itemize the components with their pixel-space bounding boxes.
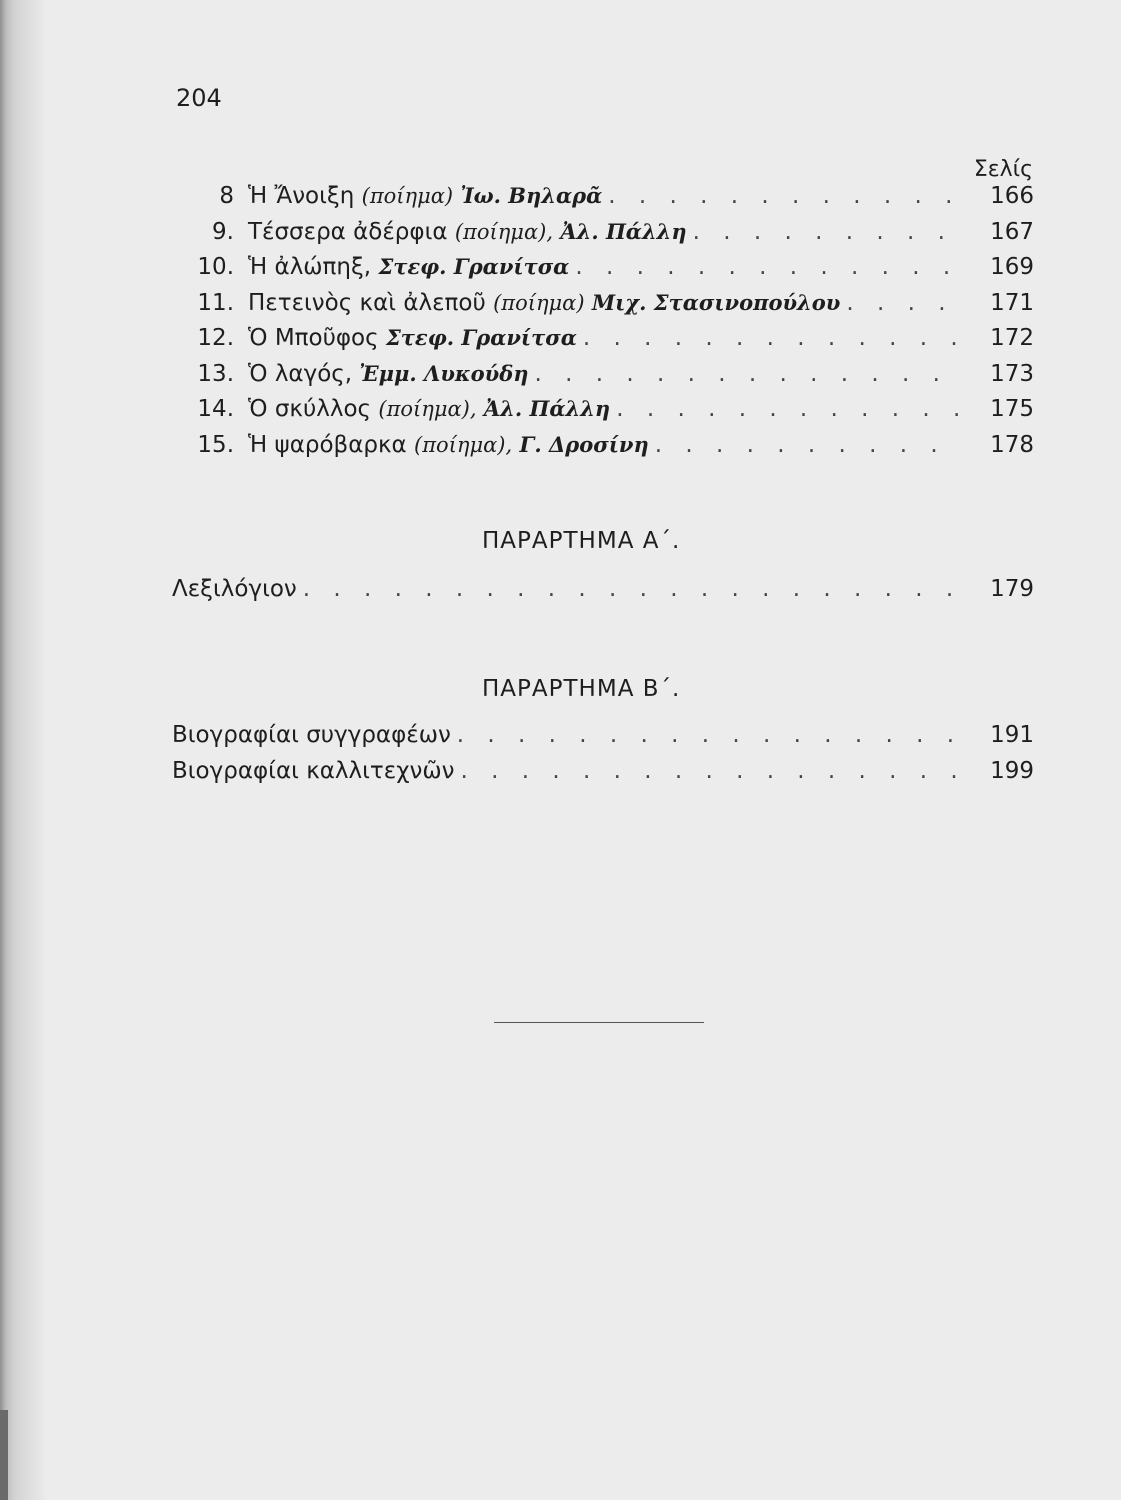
entry-number: 14. xyxy=(197,396,234,422)
toc-row xyxy=(170,254,1034,290)
appendix-a-list xyxy=(172,576,1034,612)
entry-number: 9. xyxy=(212,218,234,245)
entry-page: 171 xyxy=(990,289,1034,316)
dot-leader xyxy=(616,396,962,422)
entry-author: Στεφ. Γρανίτσα xyxy=(378,254,570,279)
entry-page: 167 xyxy=(990,218,1034,245)
entry-title: Ἡ Ἄνοιξη (ποίημα) Ἰω. Βηλαρᾶ xyxy=(248,183,603,209)
entry-title: Ὁ σκύλλος (ποίημα), Ἀλ. Πάλλη xyxy=(248,396,611,422)
toc-row xyxy=(170,396,1034,432)
column-header-page: Σελίς xyxy=(973,157,1033,182)
entry-number: 10. xyxy=(197,254,234,280)
entry-title: Ὁ λαγός, Ἐμμ. Λυκούδη xyxy=(248,360,529,387)
entry-number: 12. xyxy=(197,325,234,351)
entry-page: 178 xyxy=(990,431,1034,458)
entry-page: 172 xyxy=(990,325,1034,351)
toc-row xyxy=(170,432,1034,468)
dot-leader xyxy=(846,290,962,316)
toc-row xyxy=(172,576,1034,612)
dot-leader xyxy=(655,432,962,458)
toc-row xyxy=(170,219,1034,255)
entry-author: Ἀλ. Πάλλη xyxy=(560,218,687,244)
book-spine-shadow xyxy=(0,0,46,1500)
toc-row xyxy=(170,183,1034,219)
entry-work-type: (ποίημα), xyxy=(378,397,477,421)
entry-title: Βιογραφίαι συγγραφέων xyxy=(172,722,451,748)
dot-leader xyxy=(693,219,962,245)
entry-author: Στεφ. Γρανίτσα xyxy=(385,325,577,350)
table-of-contents xyxy=(170,183,1034,467)
entry-page: 199 xyxy=(990,758,1034,784)
entry-author: Ἐμμ. Λυκούδη xyxy=(359,360,529,386)
appendix-b-heading: ΠΑΡΑΡΤΗΜΑ Β΄. xyxy=(482,676,681,702)
toc-row xyxy=(172,722,1034,758)
entry-title: Βιογραφίαι καλλιτεχνῶν xyxy=(172,758,455,784)
toc-row xyxy=(172,758,1034,794)
entry-author: Ἀλ. Πάλλη xyxy=(483,396,611,421)
dot-leader xyxy=(303,576,962,602)
entry-title: Ὁ Μποῦφος Στεφ. Γρανίτσα xyxy=(248,325,577,351)
entry-number: 15. xyxy=(197,431,234,458)
dot-leader xyxy=(608,183,962,209)
appendix-a-heading: ΠΑΡΑΡΤΗΜΑ Α΄. xyxy=(482,528,681,554)
appendix-b-list xyxy=(172,722,1034,794)
entry-number: 8 xyxy=(219,183,234,209)
dot-leader xyxy=(457,722,962,748)
entry-title: Τέσσερα ἀδέρφια (ποίημα), Ἀλ. Πάλλη xyxy=(248,218,687,245)
entry-page: 166 xyxy=(990,183,1034,209)
entry-author: Γ. Δροσίνη xyxy=(519,431,649,457)
entry-author: Μιχ. Στασινοπούλου xyxy=(591,289,841,315)
dot-leader xyxy=(535,361,963,387)
entry-work-type: (ποίημα) xyxy=(361,184,454,208)
entry-work-type: (ποίημα) xyxy=(493,290,585,315)
entry-number: 13. xyxy=(197,360,234,387)
entry-page: 191 xyxy=(990,722,1034,748)
dot-leader xyxy=(460,758,962,784)
entry-page: 179 xyxy=(990,576,1034,602)
entry-number: 11. xyxy=(197,289,234,316)
dot-leader xyxy=(575,254,962,280)
toc-row xyxy=(170,325,1034,361)
entry-title: Λεξιλόγιον xyxy=(172,576,297,602)
entry-title: Ἡ ψαρόβαρκα (ποίημα), Γ. Δροσίνη xyxy=(248,431,649,458)
entry-page: 169 xyxy=(990,254,1034,280)
entry-title: Πετεινὸς καὶ ἀλεποῦ (ποίημα) Μιχ. Στασινοπούλου xyxy=(248,289,841,316)
entry-work-type: (ποίημα), xyxy=(414,432,513,457)
entry-page: 175 xyxy=(990,396,1034,422)
entry-work-type: (ποίημα), xyxy=(454,219,553,244)
entry-page: 173 xyxy=(990,360,1034,387)
toc-row xyxy=(170,361,1034,397)
end-rule xyxy=(494,1022,704,1023)
page-number: 204 xyxy=(176,84,222,112)
toc-row xyxy=(170,290,1034,326)
entry-author: Ἰω. Βηλαρᾶ xyxy=(460,183,603,208)
entry-title: Ἡ ἀλώπηξ, Στεφ. Γρανίτσα xyxy=(248,254,570,280)
dot-leader xyxy=(583,325,962,351)
